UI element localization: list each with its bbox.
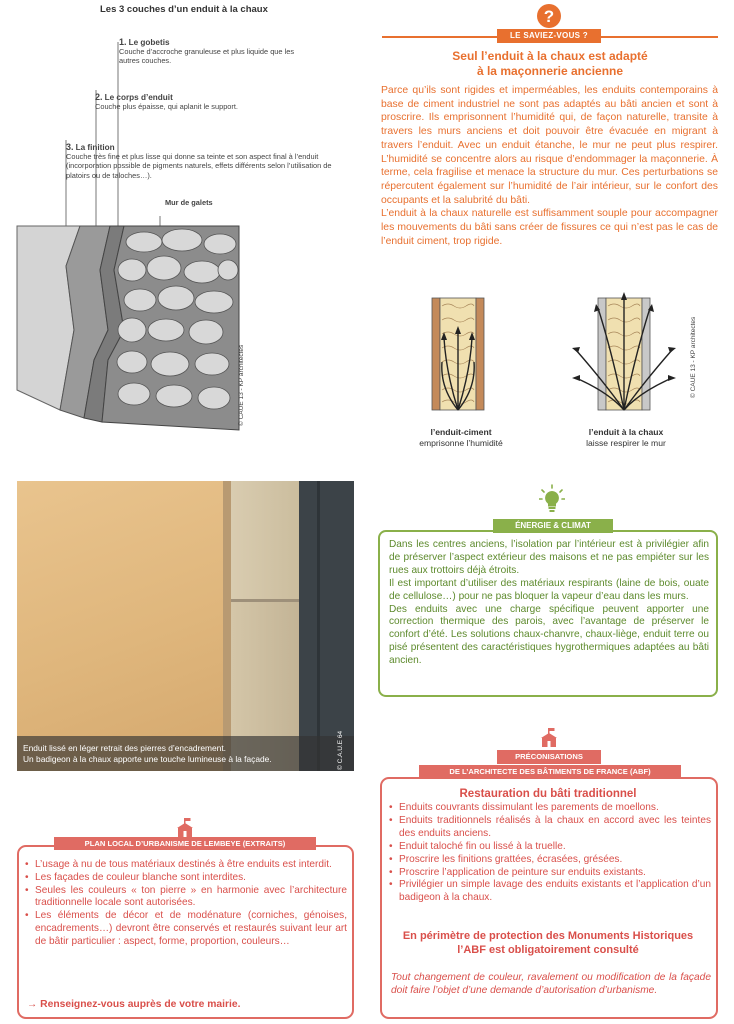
town-hall-icon: [174, 818, 196, 838]
list-item: • Proscrire les finitions grattées, écrasées, grésées.: [386, 854, 711, 867]
facade-photo: [17, 481, 354, 771]
layer-number: 3.: [66, 142, 74, 152]
monuments-historiques-note: [385, 929, 711, 957]
abf-title: Restauration du bâti traditionnel: [459, 788, 637, 800]
enduit-chaux-diagram: [568, 292, 684, 416]
saviez-vous-badge: LE SAVIEZ-VOUS ?: [497, 29, 601, 43]
body-paragraph: L’enduit à la chaux naturelle est suffisamment souple pour accompagner les mouvements du bâti sans créer de fissures ce qui n’est pas le cas de l’enduit ciment, trop rigide.: [381, 208, 718, 247]
layer-description: Couche plus épaisse, qui aplanit le support.: [95, 102, 238, 112]
plu-list: [22, 859, 347, 949]
question-icon: [536, 3, 562, 29]
title-line: Seul l’enduit à la chaux est adapté: [452, 49, 648, 63]
note-line: En périmètre de protection des Monuments Historiques: [402, 930, 694, 942]
energie-badge: ÉNERGIE & CLIMAT: [493, 519, 613, 533]
title-line: à la maçonnerie ancienne: [476, 64, 624, 78]
list-item: • Proscrire l’application de peinture sur enduits existants.: [386, 867, 711, 880]
layer-number: 2.: [95, 92, 103, 102]
layer-corps: [95, 93, 255, 111]
caption-text: emprisonne l’humidité: [419, 438, 503, 448]
list-item: • L’usage à nu de tous matériaux destinés à être enduits est interdit.: [22, 859, 347, 872]
list-item: • Seules les couleurs « ton pierre » en harmonie avec l’architecture traditionnelle locale sont autorisées.: [22, 885, 347, 911]
list-item: • Les éléments de décor et de modénature (corniches, génoises, encadrements…) devront être conservés et restaurés suivant leur art de bâtir particulier : aspect, forme, proportion, couleurs…: [22, 910, 347, 948]
caption-bold: l’enduit-ciment: [430, 427, 492, 437]
abf-badge: PRÉCONISATIONS: [497, 750, 601, 764]
wall-label: Mur de galets: [165, 198, 213, 207]
town-hall-icon: [538, 728, 560, 748]
caption-bold: l’enduit à la chaux: [588, 427, 664, 437]
layer-name: Le corps d’enduit: [104, 93, 173, 102]
layer-name: La finition: [75, 143, 115, 152]
body-paragraph: Dans les centres anciens, l’isolation par l’intérieur est à privilégier afin de préserver l’aspect extérieur des maisons et ne pas empiéter sur les rues aux trottoirs déjà étroits.: [389, 539, 709, 576]
layer-gobetis: [119, 38, 299, 66]
saviez-vous-title: [390, 49, 710, 79]
energie-body: [389, 539, 709, 668]
svg-text:?: ?: [543, 7, 555, 26]
photo-copyright: © C.A.U.E 64: [337, 730, 344, 770]
list-item: • Enduits couvrants dissimulant les parements de moellons.: [386, 802, 711, 815]
abf-badge-subtitle: DE L’ARCHITECTE DES BÂTIMENTS DE FRANCE (ABF): [419, 765, 681, 779]
layer-name: Le gobetis: [128, 38, 170, 47]
chaux-caption: [558, 427, 694, 449]
list-item: • Les façades de couleur blanche sont interdites.: [22, 872, 347, 885]
autorisation-note: Tout changement de couleur, ravalement ou modification de la façade doit faire l’objet d’une demande d’autorisation d’urbanisme.: [391, 972, 711, 996]
list-item: • Enduit taloché fin ou lissé à la truelle.: [386, 841, 711, 854]
list-item: • Enduits traditionnels réalisés à la chaux en accord avec les teintes des enduits anciens.: [386, 815, 711, 841]
diagram-title: Les 3 couches d’un enduit à la chaux: [100, 4, 268, 15]
list-item: • Privilégier un simple lavage des enduits existants et l’application d’un badigeon à la chaux.: [386, 879, 711, 905]
photo-caption: [23, 743, 272, 765]
layer-number: 1.: [119, 37, 127, 47]
caption-text: laisse respirer le mur: [586, 438, 666, 448]
layer-description: Couche très fine et plus lisse qui donne sa teinte et son aspect final à l’enduit (incorporation possible de pigments naturels, effets différents selon l’utilisation de platoirs ou de taloches…).: [66, 152, 332, 180]
mairie-note: → Renseignez-vous auprès de votre mairie.: [27, 999, 241, 1010]
diagram-copyright: © CAUE 13 - KP architectes: [238, 344, 245, 426]
enduit-ciment-diagram: [410, 292, 520, 416]
layer-description: Couche d’accroche granuleuse et plus liquide que les autres couches.: [119, 47, 295, 66]
lightbulb-icon: [539, 484, 565, 514]
layer-finition: [66, 143, 346, 180]
caption-line: Enduit lissé en léger retrait des pierres d’encadrement.: [23, 743, 226, 753]
note-line: l’ABF est obligatoirement consulté: [457, 944, 639, 956]
caption-line: Un badigeon à la chaux apporte une touche lumineuse à la façade.: [23, 754, 272, 764]
body-paragraph: Parce qu’ils sont rigides et imperméables, les enduits contemporains à base de ciment industriel ne sont pas adaptés au bâti ancien et sont à proscrire. Ils emprisonnent l’humidité qui, de façon naturelle, transite à travers les murs anciens et doit pouvoir être évacuée en migrant à travers l’enduit. Avec un enduit étanche, le mur ne peut plus respirer. L’humidité se concentre alors au risque d’endommager la maçonnerie. À terme, cela fragilise et menace la structure du mur. Ces perturbations se répercutent également sur l’humidité de l’air intérieur, sur le confort des occupants et la salubrité du bâti.: [381, 85, 718, 206]
abf-list: [386, 802, 711, 905]
saviez-vous-body: [381, 84, 718, 248]
body-paragraph: Des enduits avec une charge spécifique peuvent apporter une correction thermique des parois, avec l’avantage de préserver le confort d’été. Les solutions chaux-chanvre, chaux-liège, enduit terre ou pisé présentent des caractéristiques hygrothermiques adaptées au bâti ancien.: [389, 603, 709, 667]
ciment-caption: [396, 427, 526, 449]
diagram-copyright: © CAUE 13 - KP architectes: [690, 316, 697, 398]
body-paragraph: Il est important d’utiliser des matériaux respirants (laine de bois, ouate de cellulose…) pour ne pas bloquer la vapeur d’eau dans les murs.: [389, 577, 709, 602]
plu-badge: PLAN LOCAL D’URBANISME DE LEMBEYE (EXTRAITS): [54, 837, 316, 850]
